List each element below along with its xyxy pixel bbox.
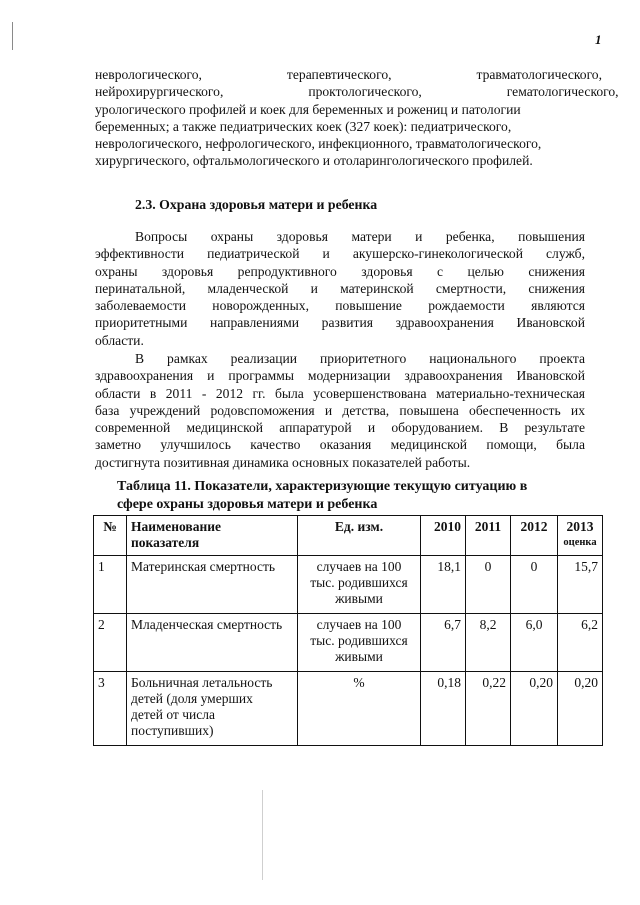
intro-line: неврологического, терапевтического, травматологического, (95, 67, 603, 82)
para1-line: охраны здоровья репродуктивного здоровья с целью снижения (95, 263, 585, 279)
row-name-line: детей от числа (131, 707, 215, 722)
row-name-line: детей (доля умерших (131, 691, 253, 706)
page-number: 1 (595, 32, 602, 47)
paragraph-2 (95, 350, 585, 471)
row-value-2013: 15,7 (558, 556, 603, 614)
row-unit-line: % (353, 675, 365, 690)
row-value-2010: 6,7 (421, 614, 466, 672)
scan-mark-bottom (262, 790, 263, 880)
intro-line: беременных; а также педиатрических коек (327 коек): педиатрического, (95, 118, 512, 134)
caption-line: Таблица 11. Показатели, характеризующие текущую ситуацию в (117, 479, 528, 494)
table-row (94, 556, 603, 614)
header-2013 (558, 516, 603, 556)
header-2011: 2011 (466, 516, 511, 556)
paragraph-1 (95, 228, 585, 349)
row-value-2013: 6,2 (558, 614, 603, 672)
row-value-2012: 0,20 (511, 672, 558, 746)
para2-line: современной медицинской аппаратурой и оборудованием. В результате (95, 420, 585, 436)
intro-line: урологического профилей и коек для беременных и рожениц и патологии (95, 101, 521, 117)
row-unit-line: живыми (335, 591, 383, 606)
header-2013-note: оценка (563, 537, 597, 548)
row-value-2010: 0,18 (421, 672, 466, 746)
row-value-2013: 0,20 (558, 672, 603, 746)
intro-paragraph (95, 66, 619, 170)
para1-line: Вопросы охраны здоровья матери и ребенка, повышения (135, 229, 585, 244)
header-unit: Ед. изм. (298, 516, 421, 556)
row-unit-line: случаев на 100 (316, 617, 402, 632)
row-num: 1 (94, 556, 127, 614)
row-unit (298, 614, 421, 672)
para1-line: области. (95, 332, 144, 348)
para2-line: здравоохранения и программы модернизации здравоохранения Ивановской (95, 368, 585, 384)
row-unit (298, 672, 421, 746)
row-name (127, 556, 298, 614)
row-value-2011: 0 (466, 556, 511, 614)
para1-line: заболеваемости новорожденных, повышение рождаемости являются (95, 298, 585, 314)
header-name-line: Наименование (131, 519, 221, 534)
table-row (94, 614, 603, 672)
table-caption (117, 478, 577, 513)
row-value-2012: 0 (511, 556, 558, 614)
row-num: 2 (94, 614, 127, 672)
row-unit-line: тыс. родившихся (310, 575, 408, 590)
row-value-2010: 18,1 (421, 556, 466, 614)
intro-line: неврологического, нефрологического, инфекционного, травматологического, (95, 136, 542, 152)
para2-line: В рамках реализации приоритетного национального проекта (135, 351, 585, 366)
row-unit-line: живыми (335, 649, 383, 664)
para2-line: заметно улучшилось качество оказания медицинской помощи, была (95, 437, 585, 453)
row-value-2011: 0,22 (466, 672, 511, 746)
header-name (127, 516, 298, 556)
section-heading: 2.3. Охрана здоровья матери и ребенка (135, 197, 378, 212)
header-2010: 2010 (421, 516, 466, 556)
para2-line: база учреждений родовспоможения и детства, повышена обеспеченность их (95, 402, 585, 418)
intro-line: нейрохирургического, проктологического, гематологического, (95, 84, 619, 100)
row-unit-line: случаев на 100 (316, 559, 402, 574)
row-value-2012: 6,0 (511, 614, 558, 672)
row-name-line: Материнская смертность (131, 559, 276, 574)
indicators-table (93, 515, 603, 746)
para1-line: перинатальной, младенческой и материнской смертности, снижения (95, 280, 585, 296)
header-2013-year: 2013 (566, 519, 594, 534)
row-unit-line: тыс. родившихся (310, 633, 408, 648)
scan-mark-top (12, 22, 13, 50)
row-unit (298, 556, 421, 614)
row-name (127, 614, 298, 672)
row-num: 3 (94, 672, 127, 746)
row-name-line: поступивших) (131, 723, 214, 738)
para2-line: достигнута позитивная динамика основных показателей работы. (95, 454, 471, 470)
table-header-row (94, 516, 603, 556)
row-name-line: Младенческая смертность (131, 617, 283, 632)
row-name (127, 672, 298, 746)
para2-line: области в 2011 - 2012 гг. была усовершенствована материально-техническая (95, 385, 585, 401)
row-value-2011: 8,2 (466, 614, 511, 672)
intro-line: хирургического, офтальмологического и отоларингологического профилей. (95, 153, 533, 169)
header-num: № (94, 516, 127, 556)
header-name-line: показателя (131, 535, 200, 550)
table-row (94, 672, 603, 746)
row-name-line: Больничная летальность (131, 675, 273, 690)
para1-line: эффективности педиатрической и акушерско-гинекологической служб, (95, 246, 585, 262)
header-2012: 2012 (511, 516, 558, 556)
caption-line: сфере охраны здоровья матери и ребенка (117, 496, 378, 512)
para1-line: приоритетными направлениями развития здравоохранения Ивановской (95, 315, 585, 331)
